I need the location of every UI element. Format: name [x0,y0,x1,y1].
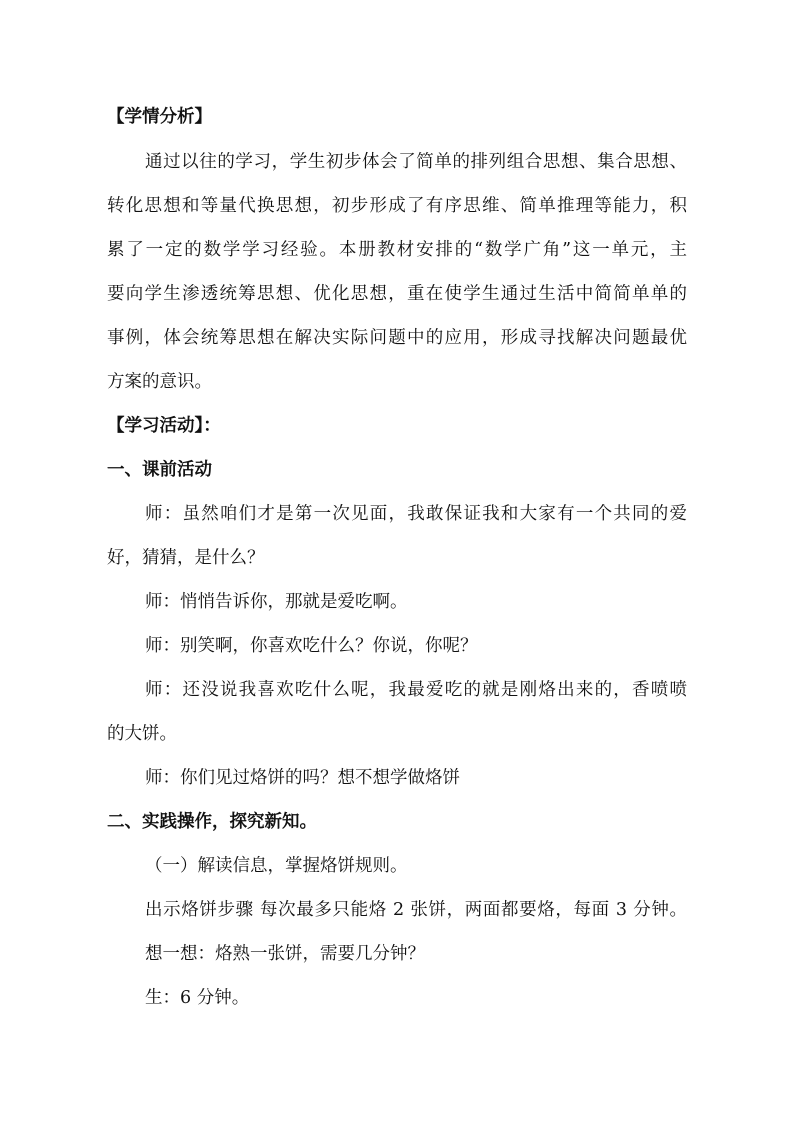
practice-line-3: 想一想：烙熟一张饼，需要几分钟？ [145,944,425,964]
heading-pre-class-activity: 一、课前活动 [107,460,212,480]
dialogue-line-5: 师：还没说我喜欢吃什么呢，我最爱吃的就是刚烙出来的，香喷喷 [145,680,687,700]
paragraph-line-1: 通过以往的学习，学生初步体会了简单的排列组合思想、集合思想、 [145,152,687,172]
dialogue-line-7: 师：你们见过烙饼的吗？想不想学做烙饼 [145,768,460,788]
heading-situation-analysis: 【学情分析】 [107,107,212,127]
dialogue-line-4: 师：别笑啊，你喜欢吃什么？你说，你呢？ [145,636,478,656]
dialogue-line-3: 师：悄悄告诉你，那就是爱吃啊。 [145,592,408,612]
paragraph-line-3: 累了一定的数学学习经验。本册教材安排的“数学广角”这一单元，主 [107,240,687,260]
heading-practice-operation: 二、实践操作，探究新知。 [107,812,317,832]
dialogue-line-1: 师：虽然咱们才是第一次见面，我敢保证我和大家有一个共同的爱 [145,504,687,524]
paragraph-line-6: 方案的意识。 [107,372,212,392]
practice-line-2: 出示烙饼步骤 每次最多只能烙 2 张饼，两面都要烙，每面 3 分钟。 [145,900,687,920]
paragraph-line-5: 事例，体会统筹思想在解决实际问题中的应用，形成寻找解决问题最优 [107,328,687,348]
paragraph-line-4: 要向学生渗透统筹思想、优化思想，重在使学生通过生活中简简单单的 [107,284,687,304]
heading-learning-activities: 【学习活动】： [107,416,221,436]
dialogue-line-6: 的大饼。 [107,724,177,744]
dialogue-line-2: 好，猜猜，是什么？ [107,548,265,568]
practice-line-1: （一）解读信息，掌握烙饼规则。 [145,856,408,876]
paragraph-line-2: 转化思想和等量代换思想，初步形成了有序思维、简单推理等能力，积 [107,196,687,216]
practice-line-4: 生：6 分钟。 [145,988,250,1008]
